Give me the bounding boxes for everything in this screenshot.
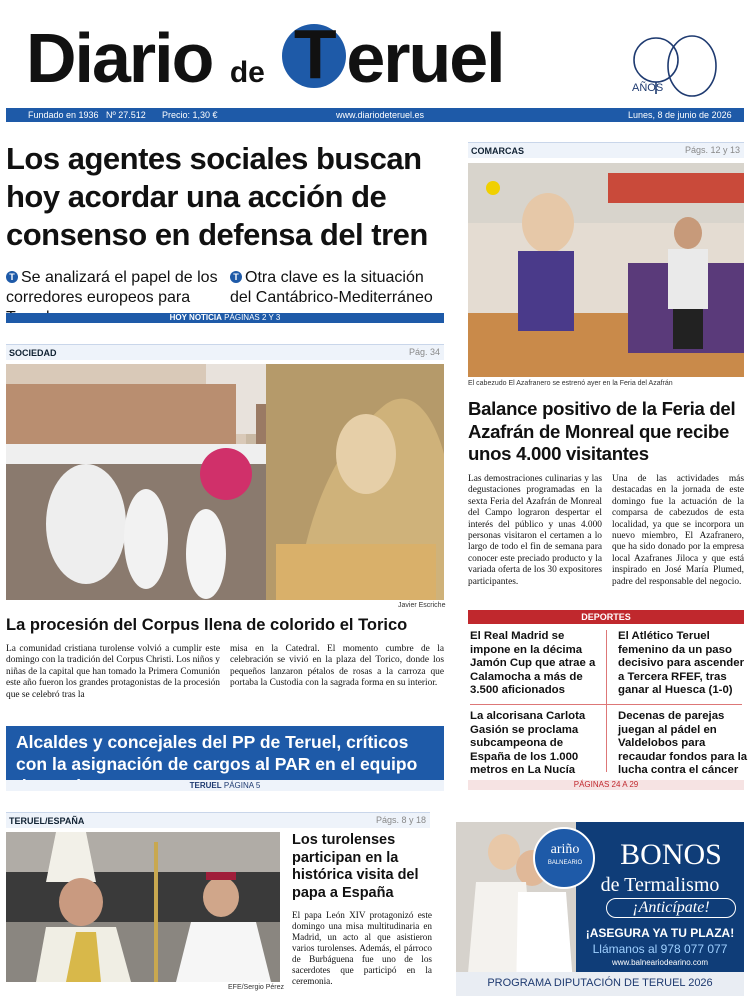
ad-program: PROGRAMA DIPUTACIÓN DE TERUEL 2026 xyxy=(487,977,713,989)
ad-web[interactable]: www.balneariodearino.com xyxy=(611,958,709,967)
corpus-procession-photo[interactable] xyxy=(6,364,444,600)
price-text: Precio: 1,30 € xyxy=(162,110,218,120)
sociedad-photo-credit: Javier Escriche xyxy=(398,602,446,609)
teruel-t-bullet-icon: T xyxy=(230,271,242,283)
deportes-page-strip[interactable]: PÁGINAS 24 A 29 xyxy=(468,780,744,790)
espana-photo-credit: EFE/Sergio Pérez xyxy=(228,984,285,991)
espana-body: El papa León XIV protagonizó este domingo una misa multitudinaria en Madrid, un acto al que asistieron varios turolenses. Además, el párroco de Burbáguena fue uno de los sacerdotes que participó en la ceremonia. xyxy=(292,910,432,986)
sociedad-headline[interactable]: La procesión del Corpus llena de colorido el Torico xyxy=(6,616,408,634)
title-word-eruel: eruel xyxy=(346,19,504,97)
sociedad-body-col1: La comunidad cristiana turolense volvió a cumplir este domingo con la tradición del Corpus Christi. Los niños y niñas de la capital que han tomado la Primera Comunión este año fueron los grandes protagonistas de la procesión que se celebró tras la xyxy=(6,644,220,700)
politica-strip-pages: PÁGINA 5 xyxy=(223,781,261,790)
lead-page-strip[interactable] xyxy=(6,313,444,323)
ad-cta[interactable]: ¡ASEGURA YA TU PLAZA! xyxy=(585,926,735,940)
ad-phone[interactable]: Llámanos al 978 077 077 xyxy=(592,942,728,956)
espana-headline[interactable]: Los turolenses participan en la histórica visita del papa a España xyxy=(292,832,419,901)
deportes-item-padel[interactable]: Decenas de parejas juegan al pádel en Valdelobos para recaudar fondos para la lucha contra el cáncer xyxy=(618,710,748,777)
issue-date: Lunes, 8 de junio de 2026 xyxy=(628,110,732,120)
comarcas-headline[interactable]: Balance positivo de la Feria del Azafrán de Monreal que recibe unos 4.000 visitantes xyxy=(468,398,736,464)
issue-number: Nº 27.512 xyxy=(106,110,146,120)
lead-subpoint-2 xyxy=(230,268,445,308)
section-label-espana: TERUEL/ESPAÑA xyxy=(9,816,85,826)
ad-title-bonos: BONOS xyxy=(620,838,722,871)
deportes-column-divider xyxy=(606,630,607,772)
comarcas-body-col2: Una de las actividades más destacadas en la jornada de este domingo fue la actuación de la comparsa de cabezudos de esta localidad, ya que se incorpora un nuevo miembro, El Azafranero, que ha sido donado por la empresa local Azafranes Jiloca y que está inspirado en José María Plumed, padre del responsable del negocio. xyxy=(612,474,744,587)
section-bar-sociedad xyxy=(6,344,444,360)
lead-strip-pages: PÁGINAS 2 Y 3 xyxy=(224,313,281,322)
section-label-sociedad: SOCIEDAD xyxy=(9,348,57,358)
ad-title-termalismo: de Termalismo xyxy=(600,874,720,896)
section-page-sociedad: Pág. 34 xyxy=(408,347,440,357)
politica-headline-banner[interactable]: Alcaldes y concejales del PP de Teruel, críticos con la asignación de cargos al PAR en el equipo xyxy=(6,726,444,780)
website-link[interactable]: www.diariodeteruel.es xyxy=(336,110,425,120)
section-page-espana: Págs. 8 y 18 xyxy=(375,815,426,825)
section-page-comarcas: Págs. 12 y 13 xyxy=(684,145,740,155)
lead-subpoint-1-text: Se analizará el papel de los corredores europeos para xyxy=(6,269,218,306)
title-word-diario: Diario xyxy=(26,19,213,97)
comarcas-photo-caption: El cabezudo El Azafranero se estrenó ayer en la Feria del Azafrán xyxy=(468,380,673,387)
lead-strip-label: HOY NOTICIA xyxy=(169,313,222,322)
masthead xyxy=(0,0,750,120)
teruel-t-bullet-icon: T xyxy=(6,271,18,283)
section-label-comarcas: COMARCAS xyxy=(471,146,524,156)
title-word-de: de xyxy=(229,56,265,89)
politica-page-strip[interactable] xyxy=(6,780,444,791)
deportes-item-real-madrid[interactable]: El Real Madrid se impone en la décima Jamón Cup que atrae a Calamocha a más de 3.500 aficionados xyxy=(470,630,596,697)
section-bar-deportes: DEPORTES xyxy=(468,610,744,624)
founded-text: Fundado en 1936 xyxy=(28,110,99,120)
lead-subpoint-2-text: Otra clave es la situación del Cantábrico-Mediterráneo xyxy=(230,269,433,306)
title-letter-t: T xyxy=(293,15,335,93)
ad-brand-sub: BALNEARIO xyxy=(547,860,583,866)
section-bar-espana xyxy=(6,812,430,828)
masthead-info-bar xyxy=(6,108,744,122)
lead-headline[interactable]: Los agentes sociales buscan hoy acordar una acción de consenso en defensa del tren xyxy=(6,141,428,252)
deportes-item-carlota-gasion[interactable]: La alcorisana Carlota Gasión se proclama subcampeona de España de los 1.000 metros en La Nucía xyxy=(470,710,586,777)
title-t-logo xyxy=(282,15,346,93)
politica-strip-label: TERUEL xyxy=(189,781,222,790)
newspaper-title[interactable] xyxy=(26,15,504,98)
section-bar-comarcas xyxy=(468,142,744,158)
feria-azafran-photo[interactable] xyxy=(468,163,744,377)
ad-tagline: ¡Anticípate! xyxy=(606,898,736,918)
anniversary-years-label: AÑOS xyxy=(632,82,664,94)
ad-brand: ariño xyxy=(550,842,580,857)
papa-visit-photo[interactable] xyxy=(6,832,280,982)
deportes-row-divider xyxy=(470,704,742,705)
deportes-item-atletico-teruel[interactable]: El Atlético Teruel femenino da un paso decisivo para ascender a Tercera RFEF, tras ganar al Huesca (1-0) xyxy=(618,630,744,697)
sociedad-body-col2: misa en la Catedral. El momento cumbre de la celebración se vivió en la plaza del Torico, donde los pequeños lanzaron pétalos de rosas a la carroza que portaba la Custodia con la sagrada forma en su interior. xyxy=(230,644,444,689)
balneario-arino-ad[interactable] xyxy=(456,822,744,996)
comarcas-body-col1: Las demostraciones culinarias y las degustaciones programadas en la sexta Feria del Azafrán de Monreal del Campo lograron despertar el interés del público y unas 4.000 personas visitaron el certamen a lo largo de todo el fin de semana para conocer este preciado producto y la variada oferta de los 30 expositores participantes. xyxy=(468,474,602,587)
